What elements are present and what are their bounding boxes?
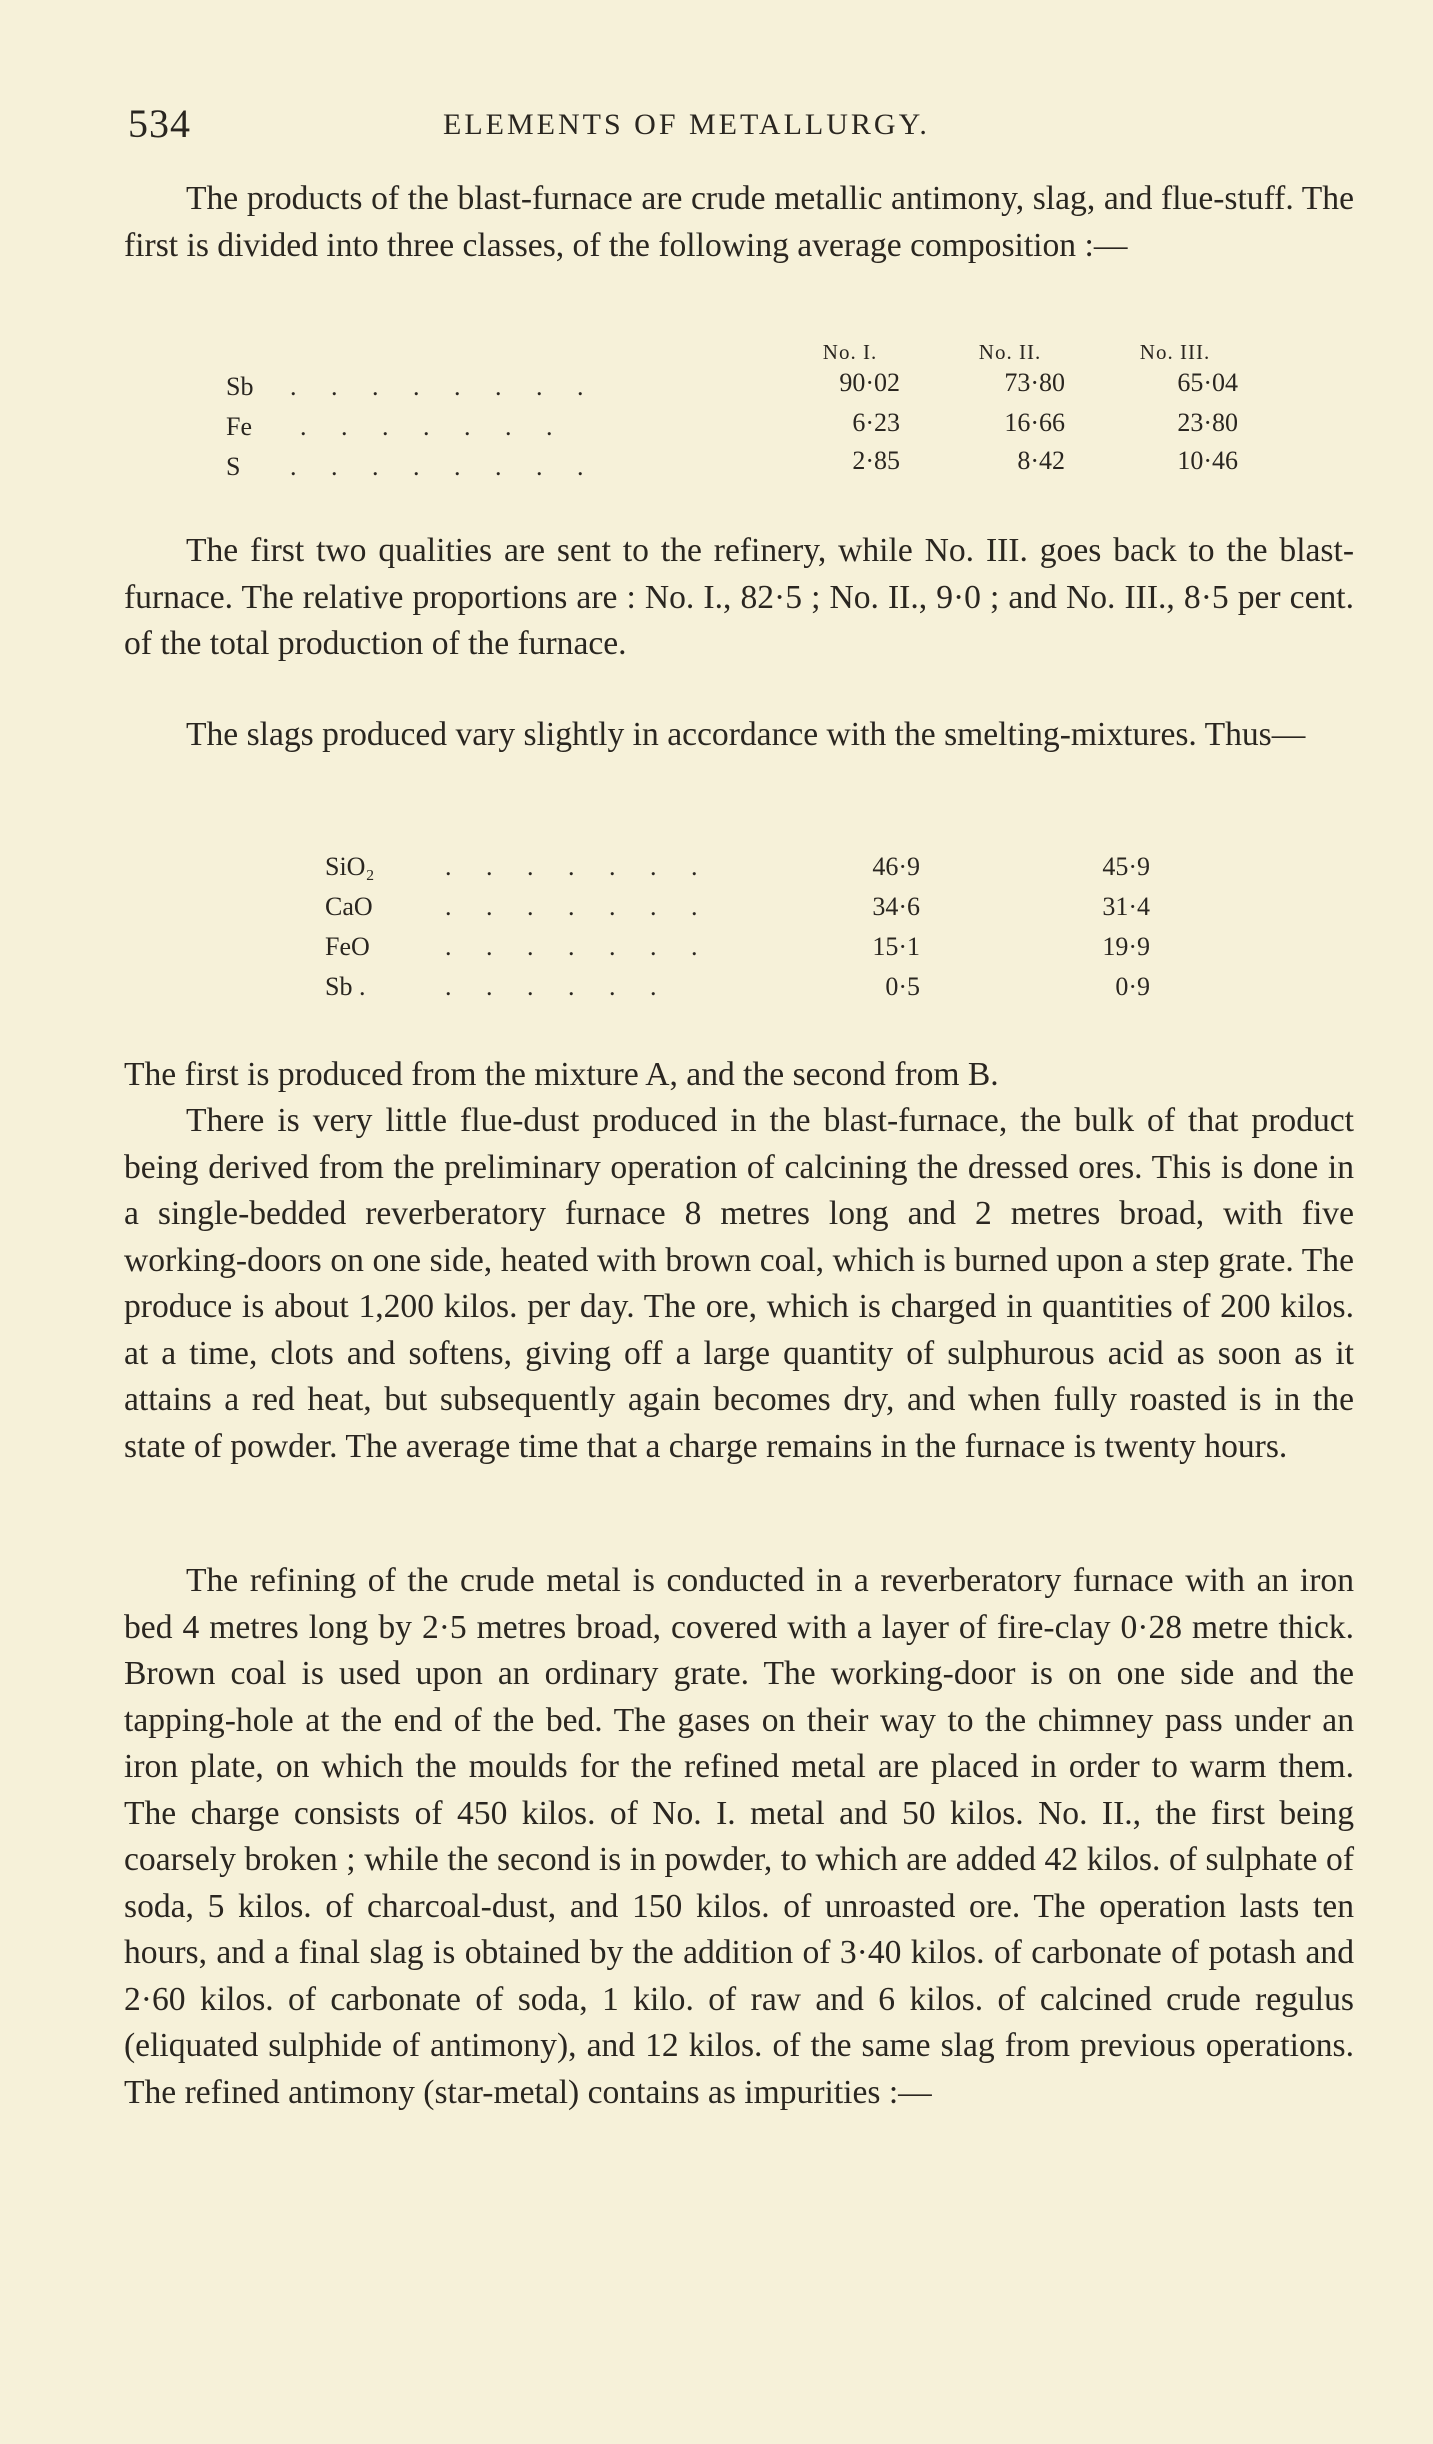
dot-leader: . . . . . . . . — [290, 452, 598, 481]
value-cell: 90·02 — [839, 368, 900, 397]
dot-leader: . . . . . . . . — [290, 372, 598, 401]
compound-label: FeO — [325, 932, 370, 961]
column-header: No. I. — [822, 340, 878, 364]
value-cell: 65·04 — [1177, 368, 1238, 397]
dot-leader: . . . . . . — [445, 972, 671, 1001]
value-cell: 6·23 — [852, 408, 900, 437]
paragraph-slags: The slags produced vary slightly in accordance with the smelting-mixtures. Thus— — [186, 716, 1306, 753]
element-label: S — [226, 452, 241, 481]
column-header: No. II. — [978, 340, 1042, 364]
dot-leader: . . . . . . . — [445, 932, 712, 961]
compound-label: SiO₂ — [325, 852, 375, 881]
paragraph-refining: The refining of the crude metal is conducted in a reverberatory furnace with an iron bed 4 metres long by 2·5 metres broad, covered with a layer of fire-clay 0·28 metre thick. Brown coal is used upon an ordinary grate. The working-door is on one side and the tapping-hole at the end of the bed. The gases on their way to the chimney pass under an iron plate, on which the moulds for the refined metal are placed in order to warm them. The charge consists of 450 kilos. of No. I. metal and 50 kilos. No. II., the first being coarsely broken ; while the second is in powder, to which are added 42 kilos. of sulphate of soda, 5 kilos. of charcoal-dust, and 150 kilos. of unroasted ore. The operation lasts ten hours, and a final slag is obtained by the addition of 3·40 kilos. of carbonate of potash and 2·60 kilos. of carbonate of soda, 1 kilo. of raw and 6 kilos. of calcined crude regulus (eliquated sulphide of antimony), and 12 kilos. of the same slag from previous operations. The refined antimony (star-metal) contains as impurities :— — [124, 1562, 1354, 2111]
dot-leader: . . . . . . . — [445, 852, 712, 881]
paragraph-flue-dust: There is very little flue-dust produced in the blast-furnace, the bulk of that product being derived from the preliminary operation of calcining the dressed ores. This is done in a single-bedded reverberatory furnace 8 metres long and 2 metres broad, with five working-doors on one side, heated with brown coal, which is burned upon a step grate. The produce is about 1,200 kilos. per day. The ore, which is charged in quantities of 200 kilos. at a time, clots and softens, giving off a large quantity of sulphurous acid as soon as it attains a red heat, but subsequently again becomes dry, and when fully roasted is in the state of powder. The average time that a charge remains in the furnace is twenty hours. — [124, 1102, 1354, 1465]
paragraph-products: The products of the blast-furnace are crude metallic antimony, slag, and flue-stuff. The first is divided into three classes, of the following average composition :— — [124, 180, 1354, 264]
column-header: No. III. — [1139, 340, 1211, 364]
value-cell: 34·6 — [872, 892, 920, 921]
value-cell: 0·9 — [1115, 972, 1150, 1001]
element-label: Sb — [226, 372, 254, 401]
value-cell: 19·9 — [1102, 932, 1150, 961]
value-cell: 8·42 — [1017, 446, 1065, 475]
value-cell: 10·46 — [1177, 446, 1238, 475]
value-cell: 73·80 — [1004, 368, 1065, 397]
value-cell: 0·5 — [885, 972, 920, 1001]
element-label: Fe — [226, 412, 252, 441]
compound-label: Sb . — [325, 972, 366, 1001]
page-number: 534 — [128, 101, 191, 146]
page-header — [128, 100, 1358, 160]
value-cell: 16·66 — [1004, 408, 1065, 437]
dot-leader: . . . . . . . — [300, 412, 567, 441]
compound-label: CaO — [325, 892, 373, 921]
value-cell: 2·85 — [852, 446, 900, 475]
dot-leader: . . . . . . . — [445, 892, 712, 921]
value-cell: 31·4 — [1102, 892, 1150, 921]
value-cell: 45·9 — [1102, 852, 1150, 881]
paragraph-mixture: The first is produced from the mixture A, and the second from B. — [124, 1056, 999, 1093]
value-cell: 46·9 — [872, 852, 920, 881]
value-cell: 23·80 — [1177, 408, 1238, 437]
paragraph-qualities: The first two qualities are sent to the refinery, while No. III. goes back to the blast-furnace. The relative proportions are : No. I., 82·5 ; No. II., 9·0 ; and No. III., 8·5 per cent. of the total production of the furnace. — [124, 532, 1354, 662]
value-cell: 15·1 — [872, 932, 920, 961]
running-title: ELEMENTS OF METALLURGY. — [443, 108, 930, 141]
